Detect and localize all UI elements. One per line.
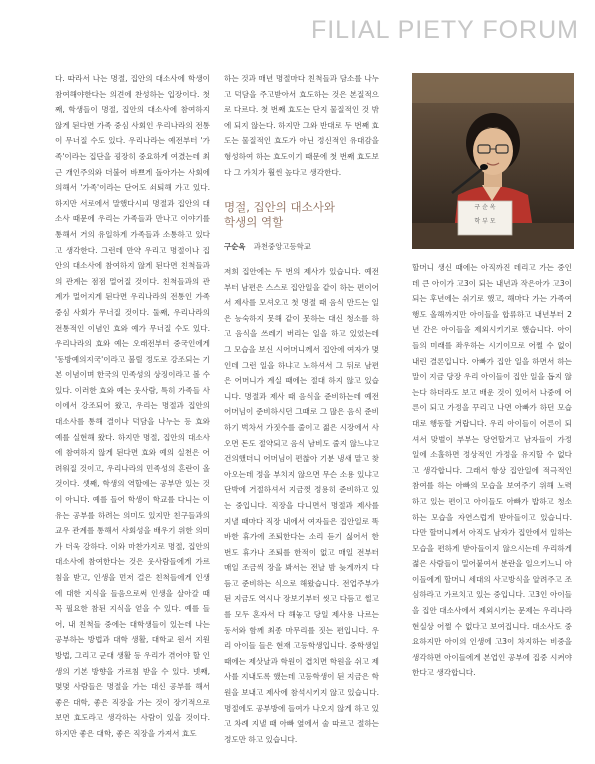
page-header	[0, 0, 595, 62]
speaker-photo	[412, 73, 574, 249]
column-2-body	[224, 264, 379, 747]
nameplate-role: 학 부 모	[474, 218, 496, 225]
article-title-line-2: 학생의 역할	[224, 215, 284, 229]
column-1	[55, 71, 210, 742]
nameplate	[458, 201, 512, 235]
section-title: FILIAL PIETY FORUM	[310, 16, 579, 44]
column-2-body-text: 저희 집안에는 두 번의 제사가 있습니다. 예전부터 남편은 스스로 집안일을 같이 하는 편이어서 제사를 모셔오고 첫 명절 때 음식 만드는 일은 능숙하지 못해 같이 못하는 대신 청소를 하고 음식을 쓰레기 버리는 일을 하고 있었는데 그 모습을 보신 시어머니께서 집안에 여자가 몇 인데 그런 일을 하냐고 노하셔서 그 뒤로 남편은 어머니가 계실 때에는 절대 하지 않고 있습니다. 명절과 제사 때 음식을 준비하는데 예전 어머님이 준비하시던 그때로 그 많은 음식 준비하기 벅차서 가짓수를 줄이고 젊은 시장에서 사오면 돈도 절약되고 음식 남비도 줄지 않느냐고 건의했더니 어머님이 편찮아 기분 냉새 맡고 찾아오는데 정을 부치지 않으면 무슨 소용 있냐고 단박에 거절하셔서 지금껏 정용히 준비하고 있는 중입니다. 직장을 다니면서 명절과 제사를 지낼 때마다 직장 내에서 여자들은 집안일로 똑바한 휴가에 조퇴한다는 소리 듣기 싫어서 한 번도 휴가나 조퇴를 한적이 없고 매일 전부터 매일 조금씩 장을 봐서는 전날 밤 늦게까지 다듬고 준비하는 식으로 해왔습니다. 전업주부가 된 지금도 역시나 장보기부터 씻고 다듬고 썰고를 모두 혼자서 다 해놓고 당일 제사용 나르는 동서와 함께 최종 마무리를 짓는 편입니다. 우리 아이들 들은 현재 고등학생입니다. 중학생일 때에는 제삿날과 학원이 겹치면 학원을 쉬고 제사를 지내도록 했는데 고등학생이 된 지금은 학원을 보내고 제사에 참석시키지 않고 있습니다. 명절에도 공부방에 들여가 나오지 않게 하고 있고 차례 지낼 때 아빠 옆에서 술 따르고 절하는 정도만 하고 있습니다.	[224, 267, 379, 744]
column-3-text: 할머니 생신 때에는 아직까진 데리고 가는 중인데 큰 아이가 고3이 되는 내년과 작은아가 고3이 되는 후년에는 쉬기로 했고, 해마다 가는 가족여행도 올해까지만 아이들을 합류하고 내년부터 2년 간은 아이들을 제외시키기로 했습니다. 아이들의 미래를 좌우하는 시기이므로 어쩔 수 없이 내린 결론입니다. 아빠가 집안 일을 하면서 하는 말이 지금 당장 우리 아이들이 집안 일을 돕지 않는다 하더라도 보고 배운 것이 있어서 나중에 어른이 되고 가정을 꾸리고 나면 아빠가 하던 모습대로 행동할 거랍니다. 우리 아이들이 어른이 되셔서 맞벌이 부부는 당연할거고 남자들이 가정 일에 소홀하면 정상적인 가정을 유지할 수 없다고 생각합니다. 그래서 항상 집안일에 적극적인 참여를 하는 아빠의 모습을 보여주기 위해 노력하고 있는 편이고 아이들도 아빠가 밥하고 청소하는 모습을 자연스럽게 받아들이고 있습니다. 다만 할머니께서 아직도 남자가 집안에서 일하는 모습을 편하게 받아들이지 않으시는데 우리하게 젊은 사람들이 밀어붙여서 분란을 일으키느니 아이들에게 할머니 세대의 사고방식을 알려주고 조심하라고 가르치고 있는 중입니다. 고3인 아이들을 집안 대소사에서 제외시키는 문제는 우리나라 현실상 어쩔 수 없다고 보여집니다. 대소사도 중요하지만 아이의 인생에 고3이 차지하는 비중을 생각하면 아이들에게 본업인 공부에 집중 시켜야 한다고 생각합니다.	[412, 263, 572, 678]
article-title-line-1: 명절, 집안의 대소사와	[224, 200, 335, 214]
column-1-text: 다. 따라서 나는 명절, 집안의 대소사에 학생이 참여해야한다는 의견에 찬성하는 입장이다. 첫째, 학생들이 명절, 집안의 대소사에 참여하지 않게 된다면 가족 중심 사회인 우리나라의 전통이 무너질 수도 있다. 우리나라는 예전부터 '가족'이라는 집단을 굉장히 중요하게 여겼는데 최근 개인주의와 더불어 바쁘게 돌아가는 사회에 의해서 '가족'이라는 단어도 쇠퇴해 가고 있다. 하지만 서로에서 말했다시피 명절과 집안의 대소사 때문에 우리는 가족들과 만나고 이야기를 통해서 거의 유일하게 가족들과 소통하고 있다고 생각한다. 그런데 만약 우리고 명절이나 집안의 대소사에 참여하지 않게 된다면 친척들과의 관계는 점점 멀어질 것이다. 친척들과의 관계가 멀어지게 된다면 우리나라의 전통인 가족 중심 사회가 무너질 것이다. 둘째, 우리나라의 전통적인 이념인 효와 예가 무너질 수도 있다. 우리나라의 효와 예는 오래전부터 중국인에게 '동방예의지국'이라고 불릴 정도로 강조되는 기본 이념이며 한국의 민족성의 상징이라고 볼 수 있다. 이러한 효와 예는 웃사람, 특히 가족들 사이에서 강조되어 왔고, 우리는 명절과 집안의 대소사를 통해 결이나 덕담을 나누는 등 효와 예를 실현해 왔다. 하지만 명절, 집안의 대소사에 참여하지 않게 된다면 효와 예의 실천은 어려워질 것이고, 우리나라의 민족성의 흔란이 올 것이다. 셋째, 학생의 역할에는 공부만 있는 것이 아니다. 예를 들어 학생이 학교를 다니는 이유는 공부를 하려는 의미도 있지만 친구들과의 교우 관계를 통해서 사회성을 배우기 위한 의미가 더욱 강하다. 이와 마찬가지로 명절, 집안의 대소사에 참여한다는 것은 웃사람들에게 가르침을 받고, 인생을 먼저 걸은 친척들에게 인생에 대한 지식을 들음으로써 인생을 살아갈 때 꼭 필요한 참된 지식을 얻을 수 있다. 예를 들어, 내 친척들 중에는 대학생들이 있는데 나는 공부하는 방법과 대학 생활, 대학교 원서 지원 방법, 그리고 군대 생활 등 우리가 겪어야 할 인생의 기본 방향을 가르침 받을 수 있다. 넷째, 몇몇 사람들은 명절을 가는 대신 공부를 해서 좋은 대학, 좋은 직장을 가는 것이 장기적으로 보면 효도라고 생각하는 사람이 있을 것이다. 하지만 좋은 대학, 좋은 직장을 가져서 효도	[55, 74, 210, 738]
article-title	[224, 200, 384, 230]
nameplate-name: 구 순 옥	[474, 204, 496, 211]
column-3	[412, 260, 572, 681]
author-affiliation: 과천중앙고등학교	[253, 242, 311, 251]
column-2-top-text: 하는 것과 매년 명절마다 친척들과 담소를 나누고 덕담을 주고받아서 효도하는 것은 본질적으로 다르다. 첫 번째 효도는 단지 물질적인 것 밖에 되지 않는다. 하지만 그와 반대로 두 번째 효도는 물질적인 효도가 아닌 정신적인 유대감을 형성하여 하는 효도이기 때문에 첫 번째 효도보다 그 가치가 훨씬 높다고 생각한다.	[224, 74, 379, 177]
column-2-top	[224, 71, 379, 180]
author-name: 구순옥	[224, 242, 246, 251]
author-byline	[224, 241, 311, 252]
